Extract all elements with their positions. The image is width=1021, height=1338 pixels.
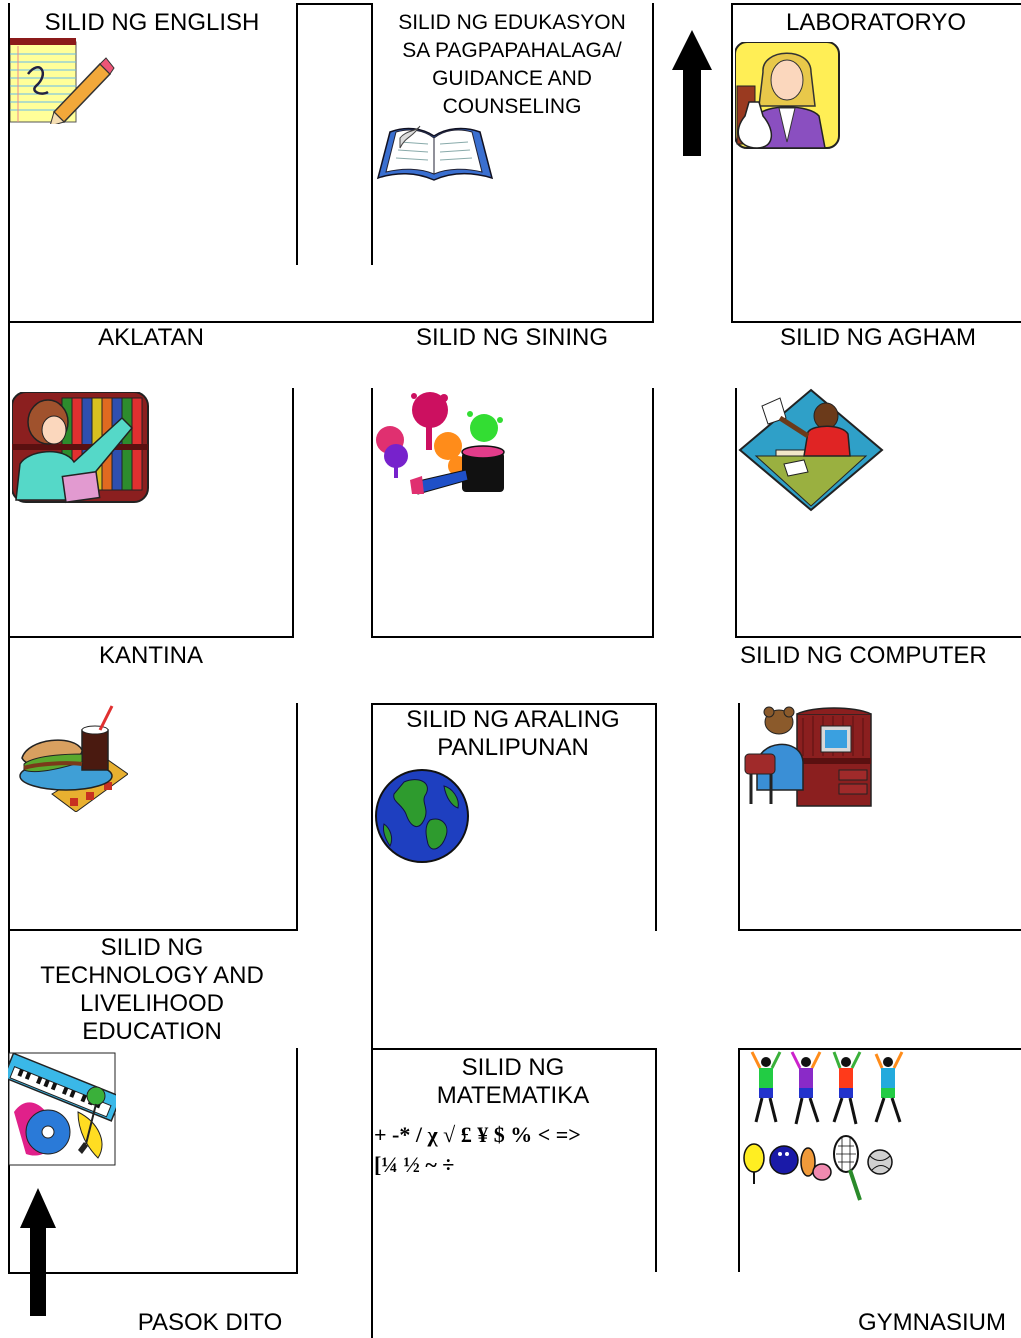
wall <box>296 703 298 931</box>
wall <box>731 321 1021 323</box>
student-at-desk-icon <box>738 388 884 512</box>
wall <box>735 388 737 638</box>
room-label-agham: SILID NG AGHAM <box>779 324 977 351</box>
wall <box>371 388 373 638</box>
wall <box>371 703 656 705</box>
wall <box>292 388 294 638</box>
notepad-pencil-icon <box>10 34 115 124</box>
keyboard-music-icon <box>8 1052 116 1166</box>
wall <box>296 1048 298 1274</box>
wall <box>371 703 373 1338</box>
wall <box>371 636 654 638</box>
wall <box>735 636 1021 638</box>
room-label-laboratoryo: LABORATORYO <box>785 9 967 36</box>
gymnasium-label: GYMNASIUM <box>858 1309 1007 1336</box>
wall <box>731 3 1021 5</box>
wall <box>296 3 298 265</box>
paint-splatter-icon <box>374 390 514 496</box>
wall <box>738 929 1021 931</box>
wall <box>8 321 654 323</box>
room-label-computer: SILID NG COMPUTER <box>740 642 987 669</box>
room-label-aklatan: AKLATAN <box>98 324 204 351</box>
computer-desk-icon <box>743 706 875 808</box>
wall <box>738 703 740 931</box>
open-book-icon <box>376 122 494 182</box>
arrow-up-icon <box>18 1188 58 1318</box>
wall <box>8 929 298 931</box>
wall <box>655 703 657 931</box>
room-label-english: SILID NG ENGLISH <box>44 9 260 36</box>
room-label-araling-panlipunan: SILID NG ARALING PANLIPUNAN <box>406 706 620 761</box>
room-label-tle: SILID NG TECHNOLOGY AND LIVELIHOOD EDUCATION <box>40 934 264 1045</box>
dancers-sports-icon <box>742 1050 912 1206</box>
scientist-icon <box>735 42 841 150</box>
entrance-label: PASOK DITO <box>137 1309 283 1336</box>
wall <box>738 1048 740 1272</box>
room-label-kantina: KANTINA <box>98 642 203 669</box>
wall <box>8 636 294 638</box>
wall <box>371 1048 656 1050</box>
room-label-edukasyon: SILID NG EDUKASYON SA PAGPAPAHALAGA/ GUIDANCE AND COUNSELING <box>398 11 626 118</box>
globe-icon <box>374 768 470 864</box>
room-label-sining: SILID NG SINING <box>415 324 609 351</box>
wall <box>296 3 372 5</box>
wall <box>652 3 654 323</box>
math-symbols: + -* / χ √ £ ¥ $ % < => [¼ ½ ~ ÷ <box>374 1122 581 1177</box>
library-reader-icon <box>12 392 150 504</box>
room-label-matematika: SILID NG MATEMATIKA <box>436 1054 590 1109</box>
wall <box>652 388 654 638</box>
arrow-up-icon <box>672 30 712 158</box>
wall <box>655 1048 657 1272</box>
sandwich-drink-icon <box>16 704 128 812</box>
wall <box>731 3 733 323</box>
